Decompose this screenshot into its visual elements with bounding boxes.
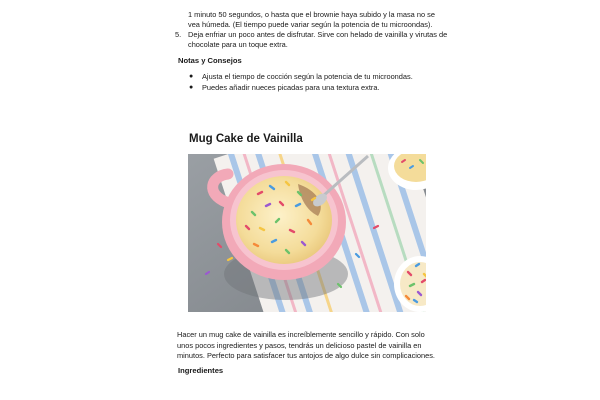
list-item (189, 71, 413, 82)
step-item (188, 10, 448, 30)
recipe-title: Mug Cake de Vainilla (189, 133, 303, 145)
step-text: 1 minuto 50 segundos, o hasta que el brownie haya subido y la masa no se vea húmeda. (El tiempo puede variar según la potencia de tu microondas). (188, 10, 435, 29)
bullet-icon: ● (189, 73, 194, 80)
bullet-icon: ● (189, 84, 194, 91)
recipe-intro: Hacer un mug cake de vainilla es increíblemente sencillo y rápido. Con solo unos pocos ingredientes y pasos, tendrás un delicioso pastel de vainilla en minutos. Perfecto para satisfacer tus antojos de algo dulce sin complicaciones. (177, 330, 435, 360)
step-text: Deja enfriar un poco antes de disfrutar. Sirve con helado de vainilla y virutas de chocolate para un toque extra. (188, 30, 448, 49)
step-item (175, 30, 448, 50)
mug-cake-photo (188, 154, 426, 312)
notes-list (189, 71, 413, 93)
steps-list (175, 10, 448, 50)
note-text: Puedes añadir nueces picadas para una textura extra. (202, 83, 380, 92)
step-number: 5. (175, 30, 182, 39)
note-text: Ajusta el tiempo de cocción según la potencia de tu microondas. (202, 72, 413, 81)
notes-heading: Notas y Consejos (178, 56, 242, 65)
ingredients-heading: Ingredientes (178, 366, 224, 375)
list-item (189, 82, 413, 93)
